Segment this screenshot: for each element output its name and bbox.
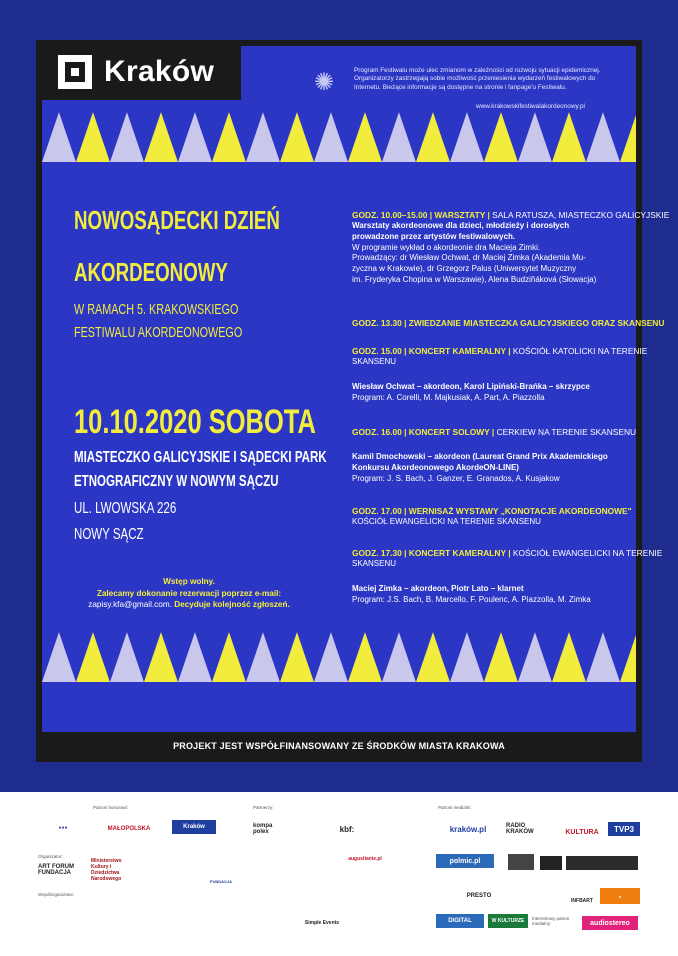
program-exhibition-place: KOŚCIÓŁ EWANGELICKI NA TERENIE SKANSENU	[352, 517, 541, 526]
program-workshops-line: Warsztaty akordeonowe dla dzieci, młodzieży i dorosłych	[352, 221, 570, 230]
program-chamber1-heading: GODZ. 15.00 | KONCERT KAMERALNY |	[352, 346, 511, 356]
partners-section	[0, 792, 678, 956]
program-block-tour	[352, 318, 665, 329]
presto-logo: PRESTO	[466, 893, 492, 899]
radio-krakow-logo: RADIO KRAKÓW	[506, 823, 534, 835]
krakow-small-logo: Kraków	[172, 820, 216, 834]
label-organizer: Organizator:	[38, 854, 63, 859]
program-block-workshops	[352, 210, 670, 286]
w-kulturze-logo: W KULTURZE	[488, 914, 528, 928]
program-tour-heading: GODZ. 13.30 | ZWIEDZANIE MIASTECZKA GALICYJSKIEGO ORAZ SKANSENU	[352, 318, 665, 328]
label-partners: Partnerzy:	[253, 805, 274, 810]
program-block-solo	[352, 427, 637, 484]
funding-banner: PROJEKT JEST WSPÓŁFINANSOWANY ZE ŚRODKÓW MIASTA KRAKOWA	[42, 732, 636, 760]
event-subtitle-line2: FESTIWALU AKORDEONOWEGO	[74, 324, 243, 341]
program-chamber1-place2: SKANSENU	[352, 357, 397, 366]
entry-email-link[interactable]: zapisy.kfa@gmail.com.	[88, 600, 172, 609]
program-workshops-line: Prowadzący: dr Wiesław Ochwat, dr Maciej Zimka (Akademia Mu-	[352, 253, 586, 263]
ministry-logo: Ministerstwo Kultury i Dziedzictwa Narodowego	[91, 858, 122, 882]
partner-logo-grey	[508, 854, 534, 870]
program-block-chamber2	[352, 548, 663, 605]
program-chamber2-heading: GODZ. 17.30 | KONCERT KAMERALNY |	[352, 548, 511, 558]
program-block-exhibition	[352, 506, 632, 528]
top-band	[0, 0, 678, 40]
program-chamber1-performers: Wiesław Ochwat – akordeon, Karol Lipiński-Brańka – skrzypce	[352, 381, 590, 391]
entry-reservation: Zalecamy dokonanie rezerwacji poprzez e-mail:	[96, 588, 282, 598]
infbart-logo: INFBART	[571, 898, 593, 904]
fundacja-logo: FUNDACJA	[210, 878, 232, 884]
digital-logo: DIGITAL	[436, 914, 484, 928]
event-title-line2: AKORDEONOWY	[74, 257, 228, 287]
event-title-line1: NOWOSĄDECKI DZIEŃ	[74, 205, 280, 235]
entry-free: Wstęp wolny.	[163, 577, 215, 586]
program-chamber1-place: KOŚCIÓŁ KATOLICKI NA TERENIE	[510, 346, 648, 356]
zigzag-top-decoration	[42, 112, 636, 162]
festival-logo: ●●●	[58, 825, 68, 831]
program-chamber2-place: KOŚCIÓŁ EWANGELICKI NA TERENIE	[510, 548, 663, 558]
program-chamber2-performers: Maciej Zimka – akordeon, Piotr Lato – klarnet	[352, 583, 524, 593]
partner-logo-dark	[540, 856, 562, 870]
krakow-logo-mark-icon	[58, 55, 92, 89]
program-exhibition-heading: GODZ. 17.00 | WERNISAŻ WYSTAWY „KONOTACJE AKORDEONOWE"	[352, 506, 632, 516]
art-forum-logo: ART FORUM FUNDACJA	[38, 864, 74, 876]
label-coorganizer: Współorganizator:	[38, 892, 75, 897]
program-workshops-line: prowadzone przez artystów festiwalowych.	[352, 231, 516, 241]
program-solo-performer: Kamil Dmochowski – akordeon (Laureat Grand Prix Akademickiego	[352, 452, 608, 461]
program-solo-place: CERKIEW NA TERENIE SKANSENU	[494, 427, 637, 437]
venue-line1: MIASTECZKO GALICYJSKIE I SĄDECKI PARK	[74, 449, 327, 466]
augustianie-logo: augustianie.pl	[348, 856, 382, 862]
polmic-logo: polmic.pl	[436, 854, 494, 868]
entry-order-note: Decyduje kolejność zgłoszeń.	[171, 600, 290, 609]
address-line1: UL. LWOWSKA 226	[74, 500, 177, 517]
program-workshops-place: SALA RATUSZA, MIASTECZKO GALICYJSKIE	[489, 210, 670, 220]
label-honorary: Patroni honorowi:	[93, 805, 129, 810]
program-solo-heading: GODZ. 16.00 | KONCERT SOLOWY |	[352, 427, 495, 437]
program-chamber1-repertoire: Program: A. Corelli, M. Majkusiak, A. Part, A. Piazzolla	[352, 392, 545, 402]
malopolska-logo: MAŁOPOLSKA	[107, 826, 151, 832]
venue-line2: ETNOGRAFICZNY W NOWYM SĄCZU	[74, 473, 279, 490]
krakow-logo	[42, 44, 241, 100]
program-solo-repertoire: Program: J. S. Bach, J. Ganzer, E. Granados, A. Kusjakow	[352, 473, 560, 483]
zigzag-bottom-decoration	[42, 632, 636, 682]
label-media: Patroni medialni:	[438, 805, 472, 810]
krakow-pl-logo: kraków.pl	[449, 824, 487, 834]
program-workshops-line: im. Fryderyka Chopina w Warszawie), Alena Budziňáková (Słowacja)	[352, 274, 597, 284]
address-line2: NOWY SĄCZ	[74, 526, 144, 543]
snowflake-icon: ✺	[314, 69, 335, 96]
program-chamber2-repertoire: Program: J.S. Bach, B. Marcello, F. Poulenc, A. Piazzolla, M. Zimka	[352, 594, 591, 604]
entry-info	[74, 576, 304, 611]
audiostereo-logo: audiostereo	[582, 916, 638, 930]
krakow-logo-text: Kraków	[104, 55, 215, 88]
tvp3-logo: TVP3	[608, 822, 640, 836]
simple-events-logo: Simple Events	[304, 920, 340, 926]
program-workshops-line: W programie wykład o akordeonie dra Macieja Zimki.	[352, 242, 541, 252]
internet-media-label: Internetowy patron medialny:	[532, 916, 570, 926]
partner-logo-banner	[566, 856, 638, 870]
festival-notice: Program Festiwalu może ulec zmianom w zależności od rozwoju sytuacji epidemicznej. Organizatorzy zastrzegają sobie możliwość przeniesienia wydarzeń festiwalowych do Internetu. Bieżące informacje są dostępne na stronie i fanpage'u Festiwalu.	[354, 67, 601, 91]
program-block-chamber1	[352, 346, 648, 403]
wychowanie-muzyczne-logo: ●	[600, 888, 640, 904]
event-date: 10.10.2020 SOBOTA	[74, 403, 316, 441]
event-subtitle-line1: W RAMACH 5. KRAKOWSKIEGO	[74, 301, 239, 318]
program-chamber2-place2: SKANSENU	[352, 559, 397, 568]
program-workshops-heading: GODZ. 10.00–15.00 | WARSZTATY |	[352, 210, 490, 220]
festival-url[interactable]: www.krakowskifestiwalakordeonowy.pl	[476, 103, 585, 110]
kompa-logo: kompa polex	[253, 823, 273, 835]
program-workshops-line: zyczna w Krakowie), dr Grzegorz Palus (Uniwersytet Muzyczny	[352, 264, 577, 274]
program-solo-performer: Konkursu Akordeonowego AkordeON-LINE)	[352, 462, 519, 472]
tvp-kultura-logo: KULTURA	[565, 828, 599, 836]
kbf-logo: kbf:	[339, 824, 355, 834]
